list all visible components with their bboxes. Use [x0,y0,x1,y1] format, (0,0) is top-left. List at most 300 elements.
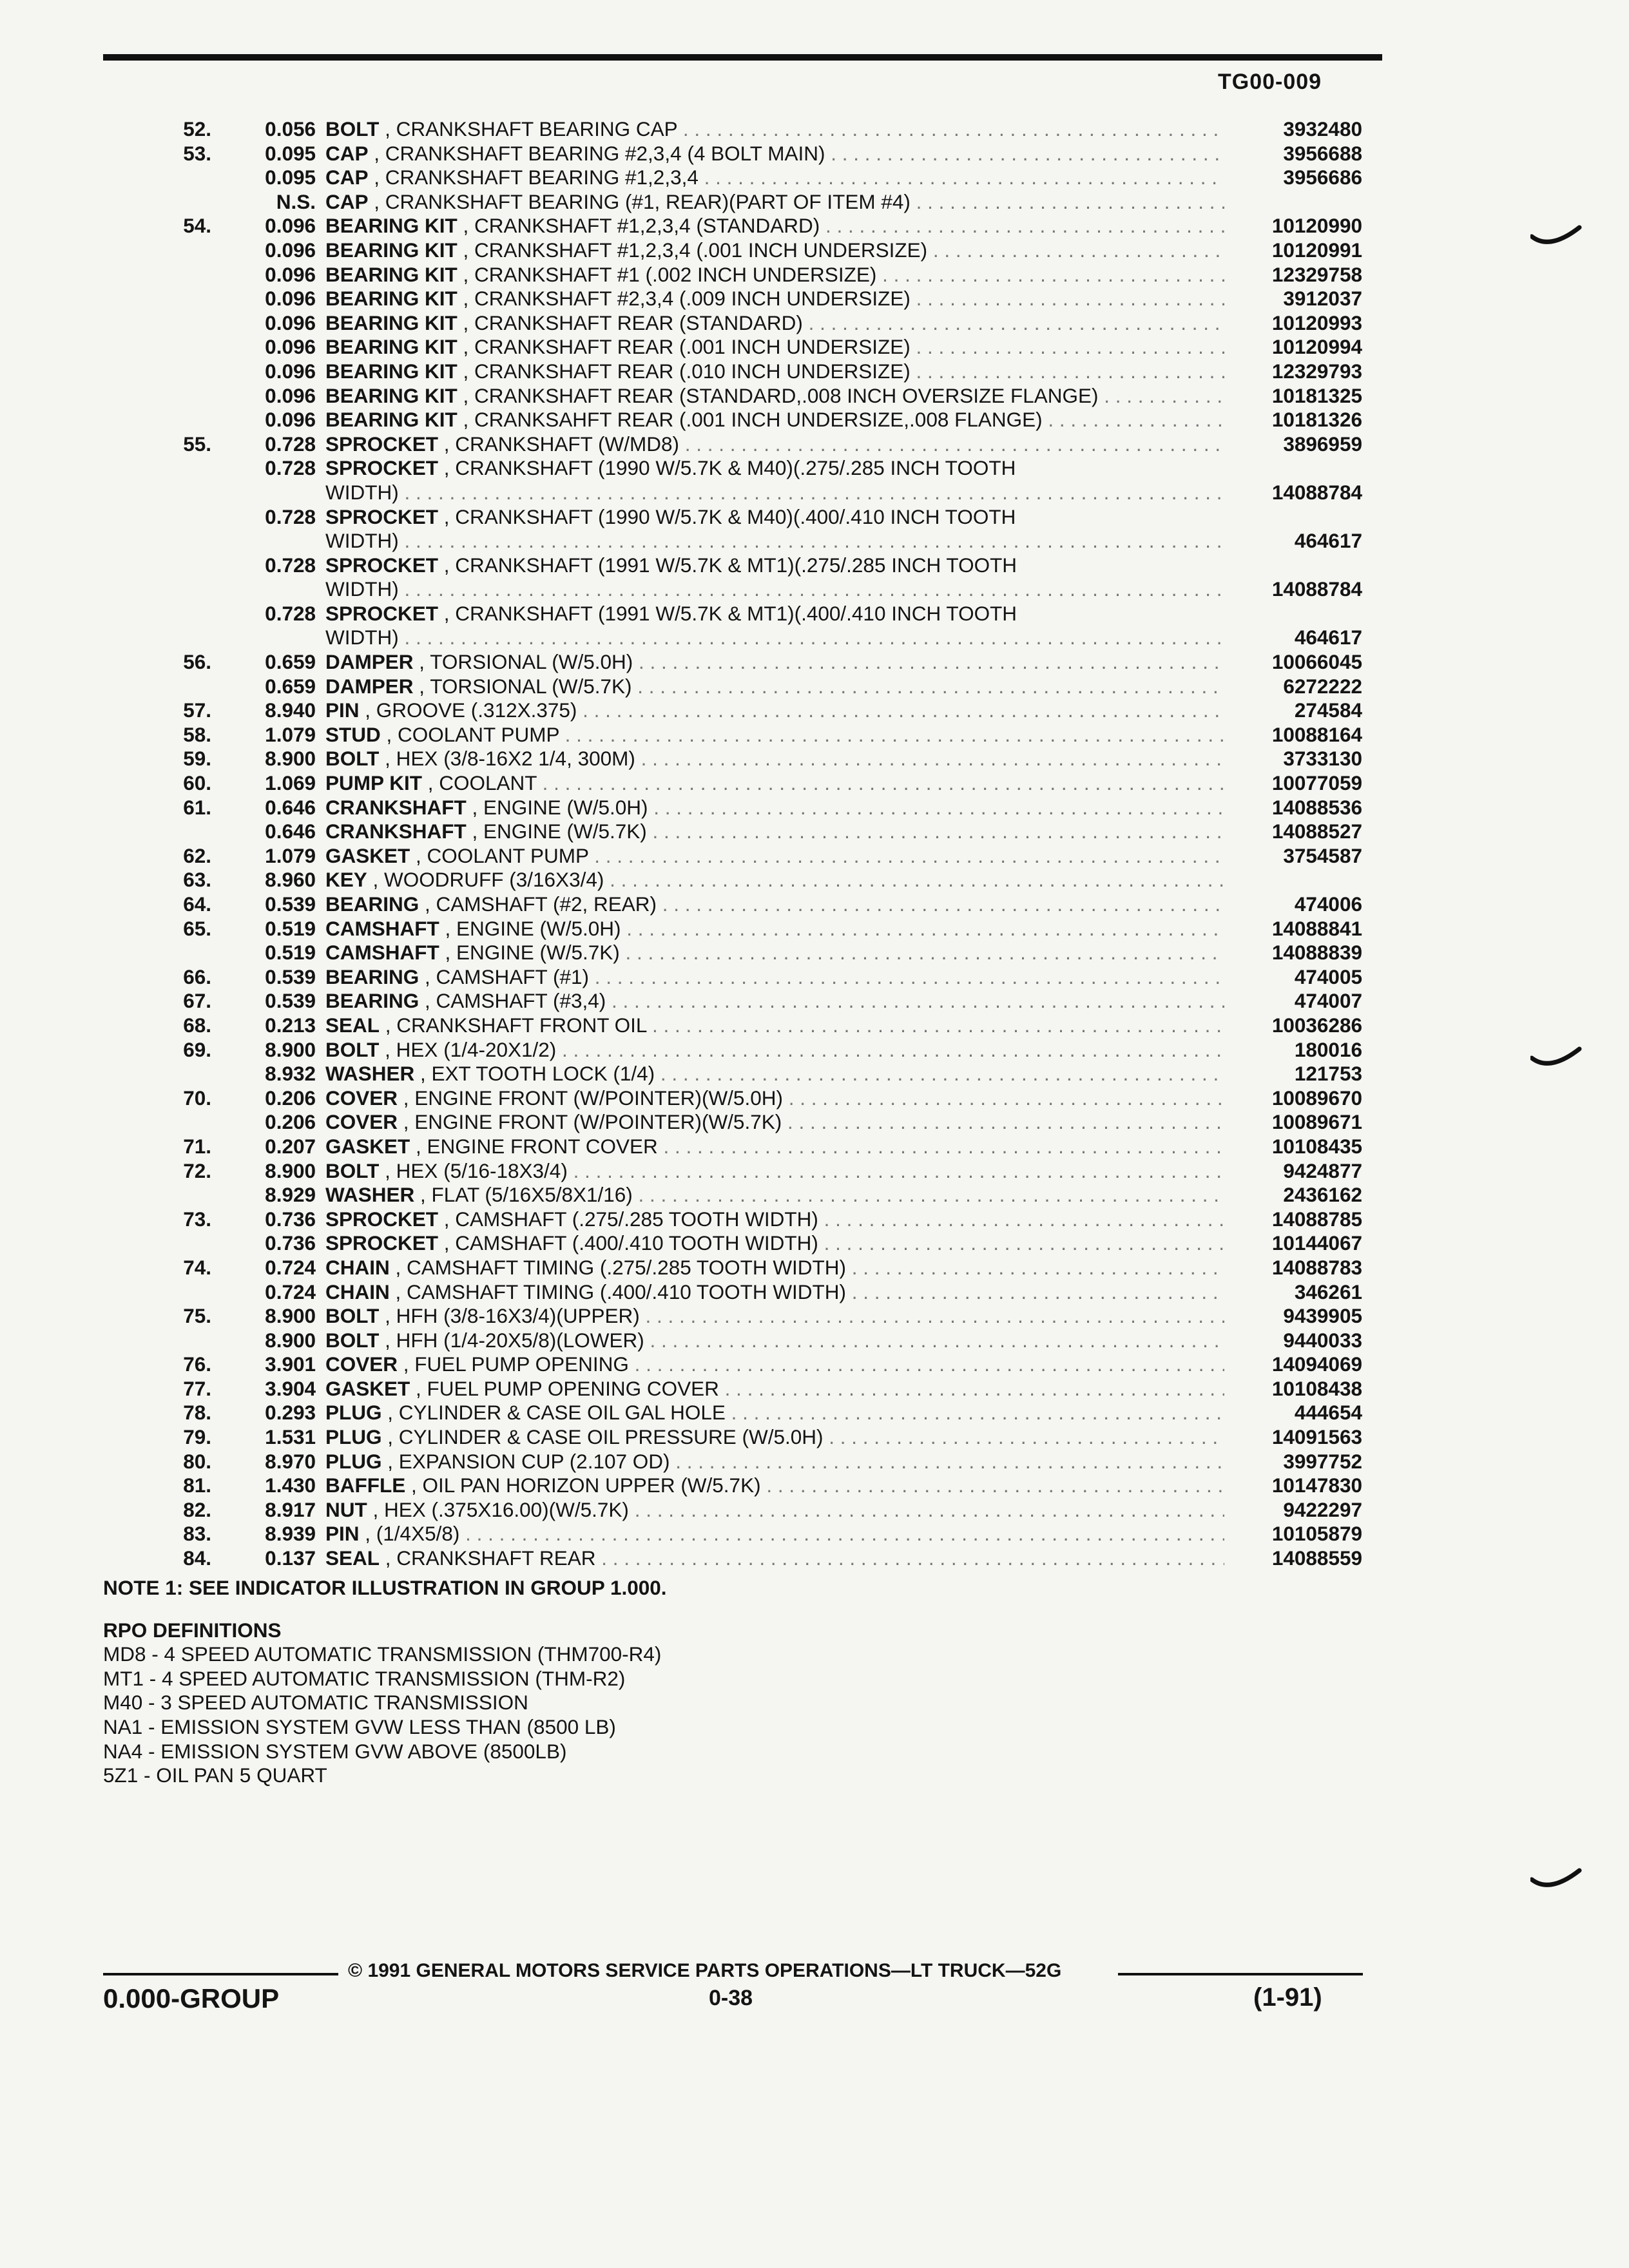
part-number: 474005 [1294,965,1362,988]
part-description [325,1377,1224,1401]
document-code: TG00-009 [1218,70,1322,94]
part-name: GASKET [325,843,410,867]
part-description [325,1352,1224,1377]
check-mark-icon [1530,222,1582,255]
part-number: 10120994 [1271,335,1362,359]
part-detail: , ENGINE (W/5.0H) [445,916,621,940]
part-detail: , CAMSHAFT (.275/.285 TOOTH WIDTH) [443,1207,818,1231]
item-number: 65. [183,916,211,940]
part-name: COVER [325,1110,398,1134]
group-number: 8.917 [265,1497,316,1521]
item-number: 56. [183,650,211,674]
item-number: 75. [183,1304,211,1328]
group-number: 0.659 [265,674,316,698]
parts-row [0,481,1629,505]
item-number: 68. [183,1013,211,1037]
part-number: 10120991 [1271,238,1362,262]
part-description [325,287,1224,311]
part-detail: , HFH (3/8-16X3/4)(UPPER) [385,1304,640,1328]
parts-row [0,553,1629,578]
rpo-definition: M40 - 3 SPEED AUTOMATIC TRANSMISSION [103,1691,528,1715]
part-name: GASKET [325,1134,410,1158]
part-number: 9439905 [1283,1304,1362,1328]
part-detail: , WOODRUFF (3/16X3/4) [372,868,604,892]
part-name: WASHER [325,1062,415,1086]
part-name: BEARING [325,989,419,1013]
part-detail: , GROOVE (.312X.375) [365,698,577,722]
part-description [325,1522,1224,1546]
part-name: WASHER [325,1183,415,1207]
part-detail: , CAMSHAFT TIMING (.400/.410 TOOTH WIDTH) [395,1280,847,1303]
part-name: DAMPER [325,650,414,674]
part-description [325,190,1224,215]
part-number: 10147830 [1271,1474,1362,1497]
part-number: 3754587 [1283,843,1362,867]
part-name: BOLT [325,117,380,140]
part-name: SPROCKET [325,456,439,480]
part-number: 464617 [1294,626,1362,649]
parts-row [0,1352,1629,1377]
part-number: 9422297 [1283,1497,1362,1521]
parts-row [0,602,1629,626]
part-number: 14088527 [1271,820,1362,843]
parts-row [0,820,1629,844]
part-description [325,1183,1224,1207]
item-number: 72. [183,1158,211,1182]
parts-row [0,214,1629,238]
part-name: BEARING [325,965,419,988]
group-number: 0.728 [265,553,316,577]
parts-row [0,650,1629,675]
group-number: 0.137 [265,1546,316,1570]
parts-row [0,142,1629,166]
parts-row [0,1498,1629,1523]
part-name: BEARING KIT [325,383,458,407]
group-number: 0.096 [265,408,316,432]
part-name: BOLT [325,1304,380,1328]
part-detail: , CRANKSHAFT BEARING #2,3,4 (4 BOLT MAIN) [374,141,825,165]
group-number: 0.096 [265,311,316,334]
part-name: BEARING [325,892,419,916]
part-detail: , HFH (1/4-20X5/8)(LOWER) [385,1328,644,1352]
parts-row [0,238,1629,263]
part-name: PLUG [325,1449,382,1473]
parts-row [0,771,1629,796]
part-name: SPROCKET [325,1207,439,1231]
group-number: 0.728 [265,601,316,625]
group-number: N.S. [276,189,316,213]
part-number: 14088841 [1271,916,1362,940]
part-detail: , CRANKSHAFT REAR (.001 INCH UNDERSIZE) [463,335,911,359]
part-detail: , HEX (.375X16.00)(W/5.7K) [372,1497,629,1521]
part-detail: WIDTH) [325,529,399,553]
part-description [325,1474,1224,1498]
part-description [325,384,1224,408]
part-name: CAP [325,141,369,165]
part-number: 10077059 [1271,771,1362,795]
part-name: PIN [325,1522,360,1546]
item-number: 73. [183,1207,211,1231]
parts-row [0,117,1629,142]
part-description [325,1231,1224,1256]
item-number: 84. [183,1546,211,1570]
rpo-definitions-title: RPO DEFINITIONS [103,1618,282,1642]
group-number: 0.096 [265,383,316,407]
group-number: 1.430 [265,1474,316,1497]
part-description [325,1450,1224,1474]
part-description [325,456,1224,481]
part-detail: , CAMSHAFT (#3,4) [425,989,606,1013]
item-number: 63. [183,868,211,892]
part-description [325,335,1224,360]
part-name: COVER [325,1352,398,1376]
part-name: BAFFLE [325,1474,406,1497]
item-number: 53. [183,141,211,165]
parts-list [0,117,1629,1571]
part-number: 274584 [1294,698,1362,722]
item-number: 55. [183,432,211,456]
part-description [325,1256,1224,1280]
parts-row [0,1377,1629,1401]
part-number: 3997752 [1283,1449,1362,1473]
group-number: 0.207 [265,1134,316,1158]
group-number: 0.646 [265,820,316,843]
part-description [325,166,1224,190]
parts-row [0,335,1629,360]
part-description [325,360,1224,384]
part-name: BOLT [325,1158,380,1182]
part-description [325,1329,1224,1353]
item-number: 64. [183,892,211,916]
part-description [325,432,1224,457]
part-description [325,844,1224,869]
part-name: BEARING KIT [325,262,458,286]
item-number: 76. [183,1352,211,1376]
item-number: 67. [183,989,211,1013]
item-number: 52. [183,117,211,140]
group-number: 0.206 [265,1110,316,1134]
part-description [325,626,1224,650]
parts-row [0,311,1629,336]
part-number: 10088164 [1271,722,1362,746]
part-description [325,263,1224,287]
parts-row [0,1231,1629,1256]
parts-row [0,1159,1629,1184]
group-number: 0.539 [265,892,316,916]
part-number: 3932480 [1283,117,1362,140]
item-number: 61. [183,795,211,819]
part-name: BEARING KIT [325,287,458,311]
parts-row [0,1522,1629,1546]
part-description [325,1135,1224,1159]
part-description [325,965,1224,990]
group-number: 8.932 [265,1062,316,1086]
part-detail: , ENGINE FRONT (W/POINTER)(W/5.7K) [403,1110,782,1134]
rpo-definition: MT1 - 4 SPEED AUTOMATIC TRANSMISSION (THM-R2) [103,1666,626,1690]
part-description [325,529,1224,553]
part-detail: , CAMSHAFT (#2, REAR) [425,892,657,916]
part-number: 14088839 [1271,941,1362,965]
part-name: BEARING KIT [325,335,458,359]
part-detail: , CRANKSHAFT FRONT OIL [385,1013,647,1037]
part-number: 444654 [1294,1401,1362,1425]
parts-row [0,1086,1629,1111]
part-number: 10089671 [1271,1110,1362,1134]
part-name: BOLT [325,747,380,771]
part-detail: , EXT TOOTH LOCK (1/4) [420,1062,655,1086]
part-number: 14088784 [1271,577,1362,601]
part-detail: , CAMSHAFT (.400/.410 TOOTH WIDTH) [443,1231,818,1255]
part-number: 14088785 [1271,1207,1362,1231]
part-name: BEARING KIT [325,408,458,432]
parts-row [0,529,1629,553]
parts-row [0,626,1629,650]
group-number: 8.970 [265,1449,316,1473]
parts-row [0,675,1629,699]
group-number: 8.900 [265,1304,316,1328]
group-number: 0.096 [265,262,316,286]
item-number: 83. [183,1522,211,1546]
part-name: CHAIN [325,1280,390,1303]
part-description [325,698,1224,723]
parts-row [0,1014,1629,1038]
part-name: GASKET [325,1376,410,1400]
parts-row [0,989,1629,1014]
parts-row [0,456,1629,481]
part-description [325,142,1224,166]
part-detail: , CRANKSHAFT #1 (.002 INCH UNDERSIZE) [463,262,877,286]
group-number: 0.096 [265,335,316,359]
part-description [325,577,1224,602]
footer-date: (1-91) [1253,1983,1322,2012]
part-number: 9440033 [1283,1328,1362,1352]
part-number: 10181326 [1271,408,1362,432]
group-number: 0.293 [265,1401,316,1425]
parts-row [0,1038,1629,1062]
part-description [325,989,1224,1014]
part-number: 10120993 [1271,311,1362,334]
top-rule [103,54,1382,61]
part-number: 14091563 [1271,1425,1362,1449]
parts-row [0,263,1629,287]
part-number: 3733130 [1283,747,1362,771]
part-name: CAP [325,189,369,213]
part-name: BOLT [325,1037,380,1061]
part-description [325,1038,1224,1062]
part-name: BEARING KIT [325,238,458,262]
footer-rule-left [103,1973,338,1975]
parts-row [0,1280,1629,1305]
part-detail: WIDTH) [325,480,399,504]
part-number: 12329793 [1271,359,1362,383]
part-number: 14088536 [1271,795,1362,819]
group-number: 0.519 [265,941,316,965]
parts-row [0,747,1629,771]
parts-row [0,1329,1629,1353]
group-number: 0.728 [265,432,316,456]
part-description [325,1304,1224,1329]
part-description [325,892,1224,917]
part-name: BEARING KIT [325,214,458,238]
parts-row [0,965,1629,990]
item-number: 82. [183,1497,211,1521]
group-number: 0.736 [265,1231,316,1255]
part-description [325,602,1224,626]
part-detail: , CRANKSHAFT #1,2,3,4 (.001 INCH UNDERSIZE) [463,238,928,262]
group-number: 0.728 [265,505,316,528]
part-number: 10108438 [1271,1376,1362,1400]
part-number: 10105879 [1271,1522,1362,1546]
parts-row [0,1450,1629,1474]
parts-row [0,892,1629,917]
item-number: 54. [183,214,211,238]
item-number: 62. [183,843,211,867]
parts-row [0,1401,1629,1425]
group-number: 0.096 [265,214,316,238]
part-detail: , CYLINDER & CASE OIL GAL HOLE [387,1401,726,1425]
parts-row [0,360,1629,384]
item-number: 57. [183,698,211,722]
part-detail: , HEX (3/8-16X2 1/4, 300M) [385,747,635,771]
part-detail: , CRANKSHAFT (1991 W/5.7K & MT1)(.400/.410 INCH TOOTH [443,601,1017,625]
part-number: 121753 [1294,1062,1362,1086]
part-name: STUD [325,722,381,746]
part-name: SPROCKET [325,601,439,625]
part-name: BEARING KIT [325,359,458,383]
part-detail: , FUEL PUMP OPENING [403,1352,629,1376]
part-number: 464617 [1294,529,1362,553]
parts-row [0,190,1629,215]
footer-group-label: 0.000-GROUP [103,1983,280,2013]
parts-row [0,1207,1629,1232]
part-detail: , ENGINE (W/5.7K) [445,941,620,965]
part-detail: , ENGINE (W/5.0H) [472,795,648,819]
parts-row [0,432,1629,457]
part-number: 2436162 [1283,1183,1362,1207]
part-name: PUMP KIT [325,771,422,795]
part-description [325,796,1224,820]
part-description [325,1207,1224,1232]
part-description [325,917,1224,941]
footer-page-number: 0-38 [709,1986,753,2010]
part-number: 14088783 [1271,1255,1362,1279]
part-detail: , CRANKSHAFT #2,3,4 (.009 INCH UNDERSIZE) [463,287,911,311]
part-detail: , HEX (5/16-18X3/4) [385,1158,568,1182]
group-number: 8.900 [265,747,316,771]
part-number: 10108435 [1271,1134,1362,1158]
group-number: 0.213 [265,1013,316,1037]
part-number: 180016 [1294,1037,1362,1061]
group-number: 0.724 [265,1255,316,1279]
note-1: NOTE 1: SEE INDICATOR ILLUSTRATION IN GROUP 1.000. [103,1576,667,1599]
item-number: 77. [183,1376,211,1400]
group-number: 0.096 [265,238,316,262]
part-name: SEAL [325,1546,380,1570]
parts-row [0,1062,1629,1086]
part-name: SPROCKET [325,505,439,528]
part-name: SEAL [325,1013,380,1037]
group-number: 1.531 [265,1425,316,1449]
group-number: 0.728 [265,456,316,480]
part-detail: , CAMSHAFT (#1) [425,965,589,988]
item-number: 60. [183,771,211,795]
part-detail: , CRANKSHAFT #1,2,3,4 (STANDARD) [463,214,820,238]
item-number: 66. [183,965,211,988]
part-description [325,117,1224,142]
group-number: 8.960 [265,868,316,892]
parts-row [0,384,1629,408]
part-detail: , CRANKSHAFT BEARING CAP [385,117,678,140]
group-number: 0.096 [265,287,316,311]
group-number: 0.736 [265,1207,316,1231]
part-detail: , (1/4X5/8) [365,1522,460,1546]
part-detail: , CRANKSHAFT REAR (.010 INCH UNDERSIZE) [463,359,911,383]
part-name: SPROCKET [325,553,439,577]
part-description [325,1546,1224,1571]
item-number: 78. [183,1401,211,1425]
part-number: 474007 [1294,989,1362,1013]
part-number: 10036286 [1271,1013,1362,1037]
part-detail: , ENGINE FRONT (W/POINTER)(W/5.0H) [403,1086,783,1110]
parts-row [0,796,1629,820]
parts-row [0,1425,1629,1450]
part-name: PLUG [325,1401,382,1425]
part-name: CAMSHAFT [325,916,439,940]
part-description [325,505,1224,530]
group-number: 0.539 [265,965,316,988]
part-description [325,238,1224,263]
check-mark-icon [1530,1865,1582,1898]
item-number: 59. [183,747,211,771]
part-number: 6272222 [1283,674,1362,698]
rpo-definition: MD8 - 4 SPEED AUTOMATIC TRANSMISSION (THM700-R4) [103,1642,662,1666]
part-name: PIN [325,698,360,722]
part-description [325,650,1224,675]
part-description [325,481,1224,505]
part-detail: , TORSIONAL (W/5.0H) [419,650,633,674]
part-detail: , CRANKSHAFT BEARING #1,2,3,4 [374,166,699,189]
group-number: 0.056 [265,117,316,140]
parts-row [0,1546,1629,1571]
part-description [325,723,1224,747]
group-number: 1.069 [265,771,316,795]
part-name: CAP [325,166,369,189]
parts-row [0,941,1629,965]
group-number: 8.900 [265,1328,316,1352]
group-number: 0.519 [265,916,316,940]
item-number: 69. [183,1037,211,1061]
part-description [325,820,1224,844]
parts-row [0,917,1629,941]
part-name: SPROCKET [325,432,439,456]
part-description [325,214,1224,238]
part-description [325,1280,1224,1305]
group-number: 0.539 [265,989,316,1013]
rpo-definition: NA1 - EMISSION SYSTEM GVW LESS THAN (8500 LB) [103,1715,616,1738]
part-detail: , OIL PAN HORIZON UPPER (W/5.7K) [411,1474,761,1497]
parts-row [0,505,1629,530]
part-detail: , HEX (1/4-20X1/2) [385,1037,557,1061]
part-description [325,675,1224,699]
part-name: CRANKSHAFT [325,820,467,843]
part-number: 14088784 [1271,480,1362,504]
group-number: 1.079 [265,843,316,867]
part-description [325,1086,1224,1111]
group-number: 0.659 [265,650,316,674]
part-detail: , CRANKSHAFT REAR [385,1546,596,1570]
footer-rule-right [1118,1973,1363,1975]
group-number: 8.900 [265,1158,316,1182]
